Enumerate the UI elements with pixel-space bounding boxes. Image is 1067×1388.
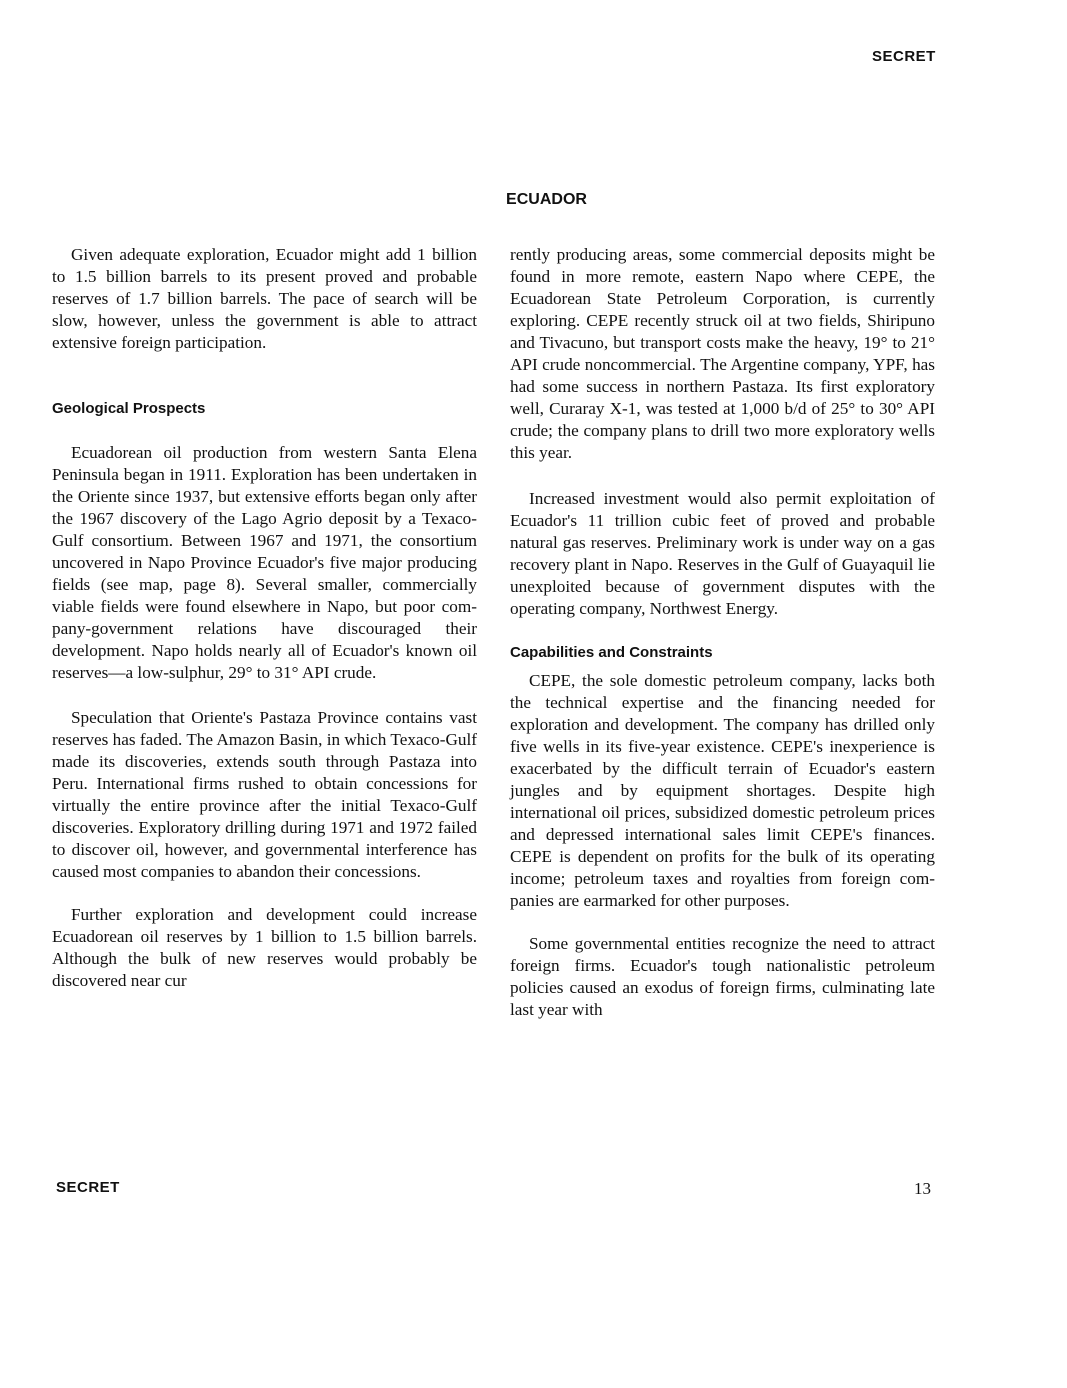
page-number: 13: [914, 1179, 931, 1198]
further-exploration-paragraph: Further exploration and development could increase Ecuadorean oil reserves by 1 billion to 1.5 billion barrels. Although the bulk of new reserves would probably be discovered near cur: [52, 905, 477, 990]
left-column: [52, 244, 477, 992]
page-title: ECUADOR: [506, 191, 587, 208]
section-heading-geological-prospects: Geological Prospects: [52, 400, 206, 417]
foreign-firms-paragraph: Some governmental entities recognize the need to attract foreign firms. Ecuador's tough nationalistic petroleum policies caused an exodus of foreign firms, culminating late last year with: [510, 934, 935, 1019]
footer-classification-marking: SECRET: [56, 1179, 120, 1196]
right-column: [510, 244, 935, 1021]
continued-exploration-paragraph: rently producing areas, some commercial deposits might be found in more remote, eastern Napo where CEPE, the Ecuadorean State Petroleum Corporation, is currently exploring. CEPE recently struck oil at two fields, Shiripuno and Tivacuno, but transport costs make the heavy, 19° to 21° API crude noncommercial. The Argentine company, YPF, has had some success in northern Pastaza. Its first exploratory well, Curaray X-1, was tested at 1,000 b/d of 25° to 30° API crude; the company plans to drill two more exploratory wells this year.: [510, 245, 935, 462]
production-history-paragraph: Ecuadorean oil production from western Santa Elena Peninsula began in 1911. Exploration has been undertaken in the Oriente since 1937, but extensive efforts began only after the 1967 discovery of the Lago Agrio deposit by a Texaco-Gulf consortium. Between 1967 and 1971, the consortium uncovered in Napo Province Ecuador's five major producing fields (see map, page 8). Several smaller, commercially viable fields were found elsewhere in Napo, but poor company-government relations have discouraged their development. Napo holds nearly all of Ecuador's known oil reserves—a low-sulphur, 29° to 31° API crude.: [52, 443, 477, 682]
section-heading-capabilities-constraints: Capabilities and Constraints: [510, 644, 713, 661]
pastaza-speculation-paragraph: Speculation that Oriente's Pastaza Province contains vast reserves has faded. The Amazon Basin, in which Texaco-Gulf made its discoveries, extends south through Pastaza into Peru. International firms rushed to obtain concessions for virtually the entire province after the initial Texaco-Gulf discoveries. Exploratory drilling during 1971 and 1972 failed to discover oil, however, and governmental interference has caused most companies to abandon their concessions.: [52, 708, 477, 881]
header-classification-marking: SECRET: [872, 48, 936, 65]
natural-gas-investment-paragraph: Increased investment would also permit exploitation of Ecuador's 11 trillion cubic feet of proved and probable natural gas reserves. Preliminary work is under way on a gas recovery plant in Napo. Reserves in the Gulf of Guayaquil lie unexploited because of government disputes with the operating company, Northwest Energy.: [510, 489, 935, 618]
cepe-capabilities-paragraph: CEPE, the sole domestic petroleum company, lacks both the technical expertise and the financing needed for exploration and development. The company has drilled only five wells in its five-year existence. CEPE's inexperience is exacerbated by the difficult terrain of Ecuador's eastern jungles and by equipment shortages. Despite high international oil prices, subsidized domestic petroleum prices and depressed international sales limit CEPE's finances. CEPE is dependent on profits for the bulk of its operating income; petroleum taxes and royalties from foreign companies are earmarked for other purposes.: [510, 671, 935, 910]
intro-paragraph: Given adequate exploration, Ecuador might add 1 billion to 1.5 billion barrels to its present proved and probable reserves of 1.7 billion barrels. The pace of search will be slow, however, unless the government is able to attract extensive foreign participation.: [52, 245, 477, 352]
